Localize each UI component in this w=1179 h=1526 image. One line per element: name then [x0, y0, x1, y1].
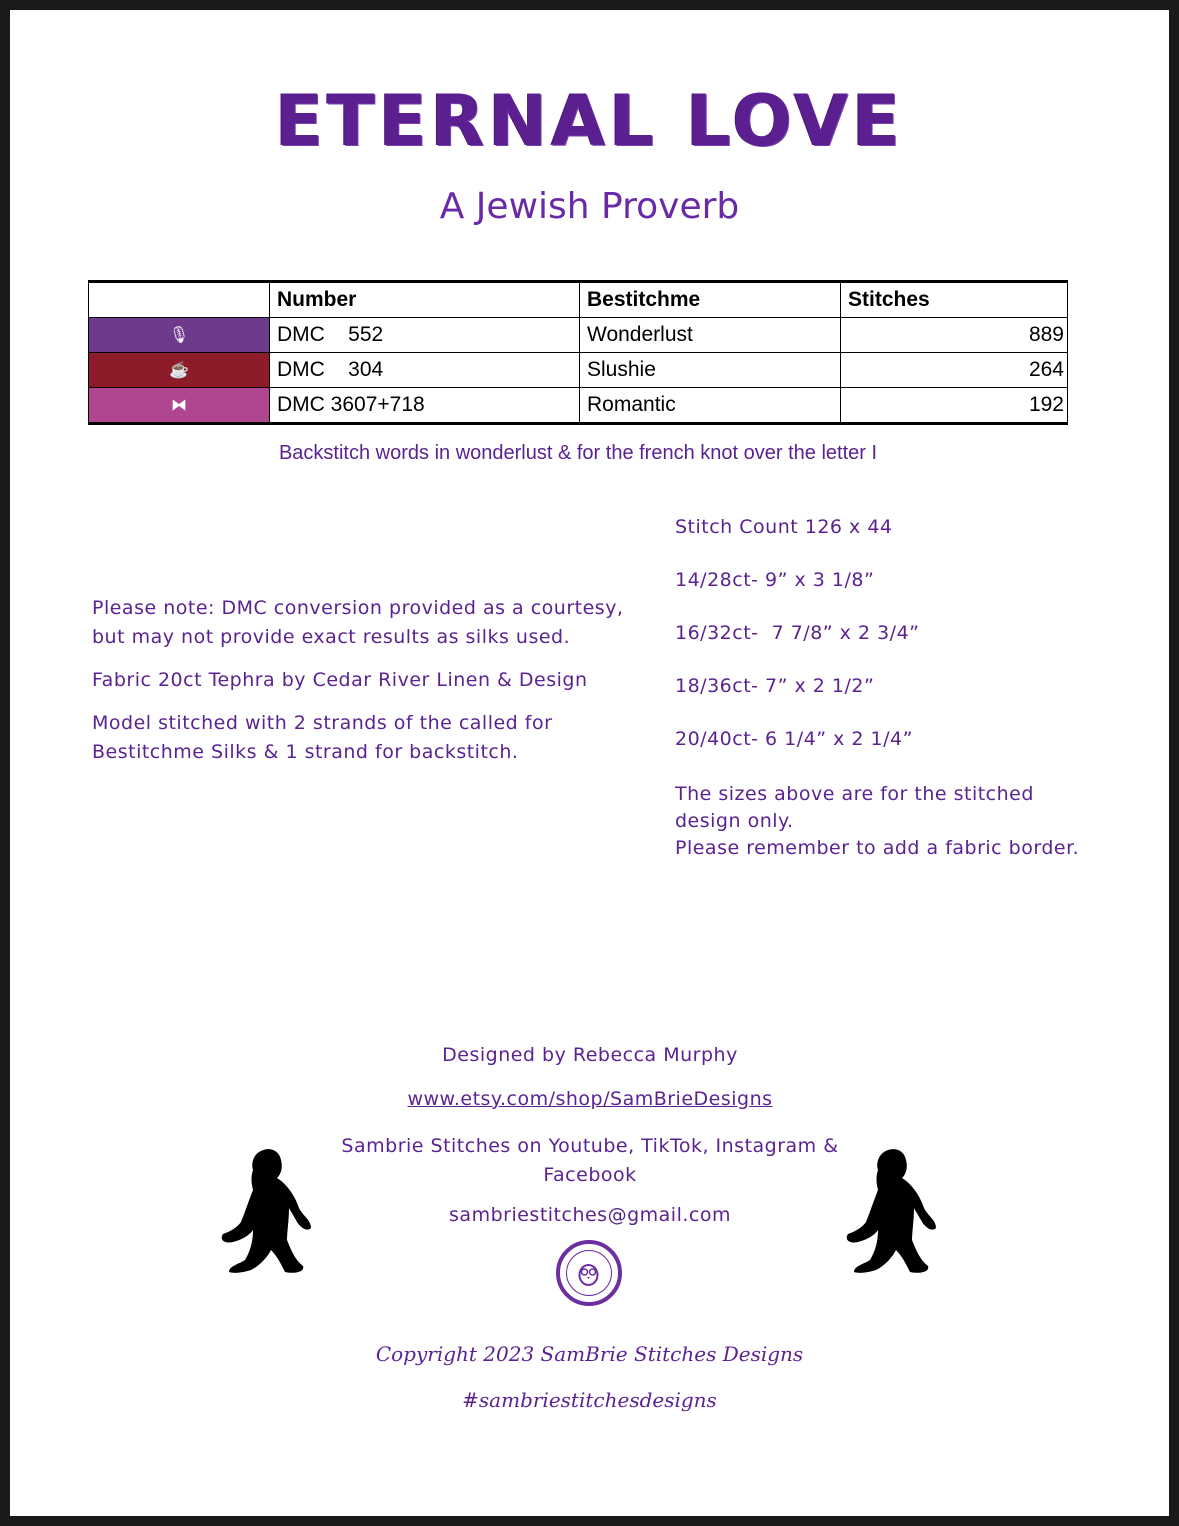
sambrie-logo-icon [556, 1240, 622, 1306]
dmc-number: DMC 3607+718 [270, 388, 580, 424]
size-20ct: 20/40ct- 6 1/4” x 2 1/4” [675, 728, 913, 750]
hashtag-text: #sambriestitchesdesigns [462, 1388, 717, 1412]
table-row [89, 388, 1068, 424]
table-row [89, 353, 1068, 388]
social-media-note: Sambrie Stitches on Youtube, TikTok, Instagram & Facebook [341, 1135, 839, 1186]
bigfoot-silhouette-icon [215, 1146, 315, 1276]
table-header-row [89, 282, 1068, 318]
dmc-number: DMC 552 [270, 318, 580, 353]
page-title: ETERNAL LOVE [275, 80, 904, 162]
header-number: Number [270, 282, 580, 318]
designer-credit: Designed by Rebecca Murphy [442, 1044, 738, 1066]
thread-color-table [88, 280, 1068, 425]
bestitchme-color: Romantic [580, 388, 841, 424]
sizes-note: The sizes above are for the stitched design only. [675, 783, 1034, 832]
bowtie-icon: ⧓ [171, 397, 187, 414]
cup-icon: ☕ [169, 362, 189, 379]
color-swatch [89, 388, 270, 424]
header-bestitchme: Bestitchme [580, 282, 841, 318]
header-swatch [89, 282, 270, 318]
size-notes [675, 516, 1115, 862]
bestitchme-color: Slushie [580, 353, 841, 388]
color-swatch [89, 353, 270, 388]
header-stitches: Stitches [841, 282, 1068, 318]
copyright-text: Copyright 2023 SamBrie Stitches Designs [375, 1342, 804, 1366]
size-18ct: 18/36ct- 7” x 2 1/2” [675, 675, 875, 697]
stitch-count: 264 [841, 353, 1068, 388]
left-notes [92, 594, 652, 781]
stitch-count-text: Stitch Count 126 x 44 [675, 516, 893, 538]
email-address[interactable]: sambriestitches@gmail.com [449, 1204, 731, 1226]
backstitch-note: Backstitch words in wonderlust & for the french knot over the letter I [278, 442, 878, 464]
microphone-icon: 🎙 [168, 327, 190, 344]
bigfoot-silhouette-icon [840, 1146, 940, 1276]
size-16ct: 16/32ct- 7 7/8” x 2 3/4” [675, 622, 920, 644]
logo-inner-ring [566, 1250, 612, 1296]
color-swatch [89, 318, 270, 353]
dmc-conversion-note: Please note: DMC conversion provided as a courtesy, but may not provide exact results as silks used. [92, 597, 624, 648]
pattern-page [10, 10, 1169, 1516]
bestitchme-color: Wonderlust [580, 318, 841, 353]
border-note: Please remember to add a fabric border. [675, 837, 1080, 859]
dmc-number: DMC 304 [270, 353, 580, 388]
model-note: Model stitched with 2 strands of the called for Bestitchme Silks & 1 strand for backstitch. [92, 712, 553, 763]
table-row [89, 318, 1068, 353]
fabric-note: Fabric 20ct Tephra by Cedar River Linen & Design [92, 669, 588, 691]
page-subtitle: A Jewish Proverb [439, 186, 740, 227]
stitch-count: 889 [841, 318, 1068, 353]
size-14ct: 14/28ct- 9” x 3 1/8” [675, 569, 875, 591]
stitch-count: 192 [841, 388, 1068, 424]
etsy-shop-link[interactable]: www.etsy.com/shop/SamBrieDesigns [407, 1088, 773, 1110]
owl-icon [567, 1251, 610, 1294]
